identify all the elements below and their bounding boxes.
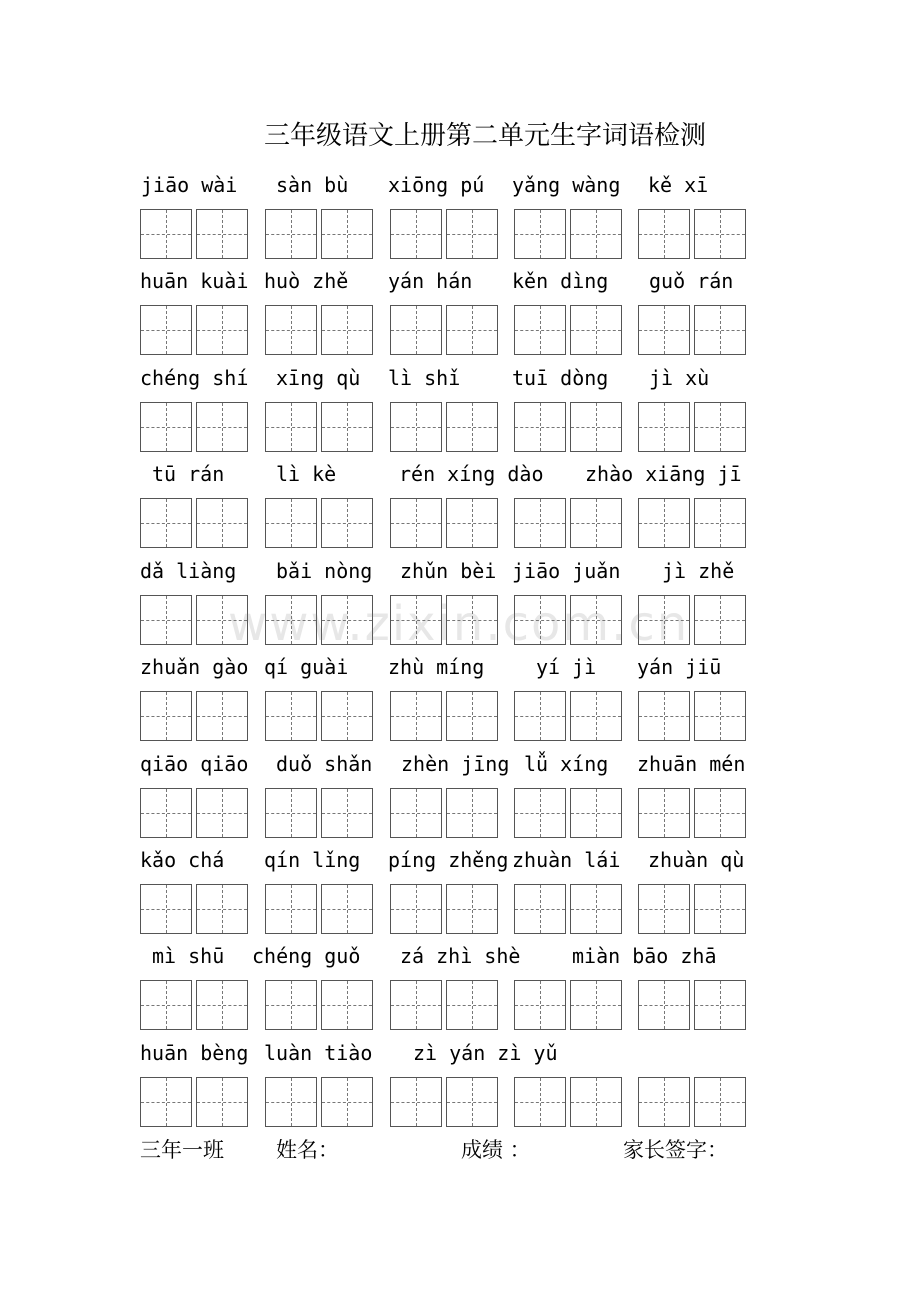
writing-cell[interactable] [321, 1077, 373, 1127]
pinyin-word: zhuàn qù [648, 848, 745, 872]
pinyin-word: rén xíng dào [399, 462, 544, 486]
writing-cell[interactable] [321, 209, 373, 259]
pinyin-row [0, 845, 920, 875]
writing-cell[interactable] [514, 209, 566, 259]
pinyin-word: tuī dòng [512, 366, 609, 390]
writing-cell[interactable] [265, 1077, 317, 1127]
writing-cell[interactable] [570, 305, 622, 355]
pinyin-word: yán hán [388, 269, 473, 293]
writing-cell[interactable] [390, 884, 442, 934]
pinyin-word: miàn bāo zhā [572, 944, 717, 968]
writing-cell[interactable] [514, 788, 566, 838]
writing-cell[interactable] [638, 305, 690, 355]
writing-cell[interactable] [446, 209, 498, 259]
pinyin-row [0, 556, 920, 586]
pinyin-word: zhuān mén [637, 752, 746, 776]
pinyin-word: píng zhěng [388, 848, 509, 872]
writing-cell[interactable] [694, 1077, 746, 1127]
pinyin-word: sàn bù [276, 173, 349, 197]
writing-cell[interactable] [265, 209, 317, 259]
tianzige-row [0, 884, 920, 938]
pinyin-word: jiāo wài [141, 173, 238, 197]
tianzige-row [0, 1077, 920, 1131]
writing-cell[interactable] [694, 402, 746, 452]
pinyin-word: xīng qù [276, 366, 361, 390]
writing-cell[interactable] [694, 884, 746, 934]
writing-cell[interactable] [196, 209, 248, 259]
tianzige-row [0, 788, 920, 842]
writing-cell[interactable] [570, 691, 622, 741]
writing-cell[interactable] [140, 402, 192, 452]
writing-cell[interactable] [390, 209, 442, 259]
writing-cell[interactable] [570, 402, 622, 452]
writing-cell[interactable] [140, 691, 192, 741]
writing-cell[interactable] [514, 884, 566, 934]
writing-cell[interactable] [140, 595, 192, 645]
writing-cell[interactable] [265, 691, 317, 741]
writing-cell[interactable] [446, 1077, 498, 1127]
writing-cell[interactable] [514, 1077, 566, 1127]
pinyin-word: chéng guǒ [252, 944, 361, 968]
pinyin-word: luàn tiào [264, 1041, 373, 1065]
writing-cell[interactable] [265, 884, 317, 934]
writing-cell[interactable] [638, 788, 690, 838]
pinyin-word: lì shǐ [388, 366, 461, 390]
writing-cell[interactable] [570, 209, 622, 259]
writing-cell[interactable] [196, 980, 248, 1030]
writing-cell[interactable] [265, 980, 317, 1030]
writing-cell[interactable] [638, 498, 690, 548]
pinyin-word: zhuǎn gào [140, 655, 249, 679]
pinyin-word: huān kuài [140, 269, 249, 293]
writing-cell[interactable] [694, 788, 746, 838]
writing-cell[interactable] [140, 884, 192, 934]
writing-cell[interactable] [196, 884, 248, 934]
pinyin-word: kǎo chá [140, 848, 225, 872]
writing-cell[interactable] [638, 980, 690, 1030]
writing-cell[interactable] [446, 980, 498, 1030]
writing-cell[interactable] [514, 691, 566, 741]
writing-cell[interactable] [570, 788, 622, 838]
writing-cell[interactable] [321, 498, 373, 548]
class-label: 三年一班 [140, 1138, 224, 1162]
watermark: www.zixin.com.cn [228, 596, 690, 652]
writing-cell[interactable] [196, 402, 248, 452]
tianzige-row [0, 980, 920, 1034]
writing-cell[interactable] [514, 498, 566, 548]
writing-cell[interactable] [694, 691, 746, 741]
writing-cell[interactable] [390, 980, 442, 1030]
writing-cell[interactable] [446, 498, 498, 548]
pinyin-row [0, 749, 920, 779]
pinyin-word: jì xù [649, 366, 710, 390]
writing-cell[interactable] [570, 498, 622, 548]
pinyin-word: zhù míng [388, 655, 485, 679]
pinyin-word: lǚ xíng [524, 752, 609, 776]
pinyin-word: kě xī [648, 173, 709, 197]
writing-cell[interactable] [196, 1077, 248, 1127]
writing-cell[interactable] [514, 980, 566, 1030]
pinyin-word: bǎi nòng [276, 559, 373, 583]
writing-cell[interactable] [321, 691, 373, 741]
tianzige-row [0, 209, 920, 263]
page-title: 三年级语文上册第二单元生字词语检测 [263, 121, 706, 151]
writing-cell[interactable] [321, 884, 373, 934]
writing-cell[interactable] [321, 402, 373, 452]
writing-cell[interactable] [694, 305, 746, 355]
writing-cell[interactable] [265, 498, 317, 548]
writing-cell[interactable] [514, 402, 566, 452]
writing-cell[interactable] [390, 691, 442, 741]
pinyin-word: huān bèng [140, 1041, 249, 1065]
writing-cell[interactable] [140, 305, 192, 355]
writing-cell[interactable] [321, 980, 373, 1030]
writing-cell[interactable] [321, 305, 373, 355]
writing-cell[interactable] [196, 788, 248, 838]
writing-cell[interactable] [694, 595, 746, 645]
writing-cell[interactable] [638, 1077, 690, 1127]
writing-cell[interactable] [694, 980, 746, 1030]
writing-cell[interactable] [390, 305, 442, 355]
writing-cell[interactable] [570, 884, 622, 934]
pinyin-word: xiōng pú [388, 173, 485, 197]
pinyin-word: yǎng wàng [512, 173, 621, 197]
writing-cell[interactable] [638, 691, 690, 741]
pinyin-word: guǒ rán [649, 269, 734, 293]
writing-cell[interactable] [446, 691, 498, 741]
footer [0, 1134, 920, 1166]
writing-cell[interactable] [694, 209, 746, 259]
pinyin-row [0, 459, 920, 489]
pinyin-word: mì shū [152, 944, 225, 968]
writing-cell[interactable] [196, 498, 248, 548]
writing-cell[interactable] [265, 788, 317, 838]
pinyin-word: qín lǐng [264, 848, 361, 872]
pinyin-word: duǒ shǎn [276, 752, 373, 776]
writing-cell[interactable] [390, 1077, 442, 1127]
pinyin-word: lì kè [276, 462, 337, 486]
pinyin-word: zá zhì shè [400, 944, 521, 968]
pinyin-row [0, 170, 920, 200]
pinyin-word: zhèn jīng [401, 752, 510, 776]
writing-cell[interactable] [196, 691, 248, 741]
writing-cell[interactable] [140, 980, 192, 1030]
writing-cell[interactable] [446, 884, 498, 934]
writing-cell[interactable] [265, 305, 317, 355]
writing-cell[interactable] [140, 209, 192, 259]
writing-cell[interactable] [570, 980, 622, 1030]
writing-cell[interactable] [390, 402, 442, 452]
writing-cell[interactable] [390, 498, 442, 548]
pinyin-word: zhào xiāng jī [585, 462, 742, 486]
writing-cell[interactable] [446, 402, 498, 452]
writing-cell[interactable] [638, 884, 690, 934]
score-label: 成绩 ： [461, 1138, 531, 1162]
pinyin-row [0, 266, 920, 296]
writing-cell[interactable] [140, 788, 192, 838]
writing-cell[interactable] [321, 788, 373, 838]
tianzige-row [0, 498, 920, 552]
pinyin-word: jiāo juǎn [512, 559, 621, 583]
pinyin-word: jì zhě [662, 559, 735, 583]
pinyin-word: yí jì [536, 655, 597, 679]
pinyin-word: tū rán [152, 462, 225, 486]
pinyin-word: huò zhě [264, 269, 349, 293]
pinyin-word: kěn dìng [512, 269, 609, 293]
writing-cell[interactable] [638, 209, 690, 259]
name-label: 姓名： [276, 1138, 339, 1162]
writing-cell[interactable] [196, 305, 248, 355]
writing-cell[interactable] [694, 498, 746, 548]
pinyin-word: chéng shí [140, 366, 249, 390]
pinyin-row [0, 941, 920, 971]
writing-cell[interactable] [446, 788, 498, 838]
pinyin-row [0, 652, 920, 682]
pinyin-word: yán jiū [637, 655, 722, 679]
pinyin-row [0, 363, 920, 393]
pinyin-word: zì yán zì yǔ [413, 1041, 558, 1065]
writing-cell[interactable] [638, 402, 690, 452]
pinyin-word: zhuàn lái [512, 848, 621, 872]
parent-signature-label: 家长签字： [623, 1138, 728, 1162]
writing-cell[interactable] [446, 305, 498, 355]
tianzige-row [0, 402, 920, 456]
pinyin-word: zhǔn bèi [400, 559, 497, 583]
writing-cell[interactable] [140, 1077, 192, 1127]
writing-cell[interactable] [140, 498, 192, 548]
writing-cell[interactable] [514, 305, 566, 355]
pinyin-word: dǎ liàng [140, 559, 237, 583]
writing-cell[interactable] [265, 402, 317, 452]
tianzige-row [0, 305, 920, 359]
writing-cell[interactable] [570, 1077, 622, 1127]
tianzige-row [0, 691, 920, 745]
writing-cell[interactable] [390, 788, 442, 838]
pinyin-row [0, 1038, 920, 1068]
pinyin-word: qí guài [264, 655, 349, 679]
pinyin-word: qiāo qiāo [140, 752, 249, 776]
